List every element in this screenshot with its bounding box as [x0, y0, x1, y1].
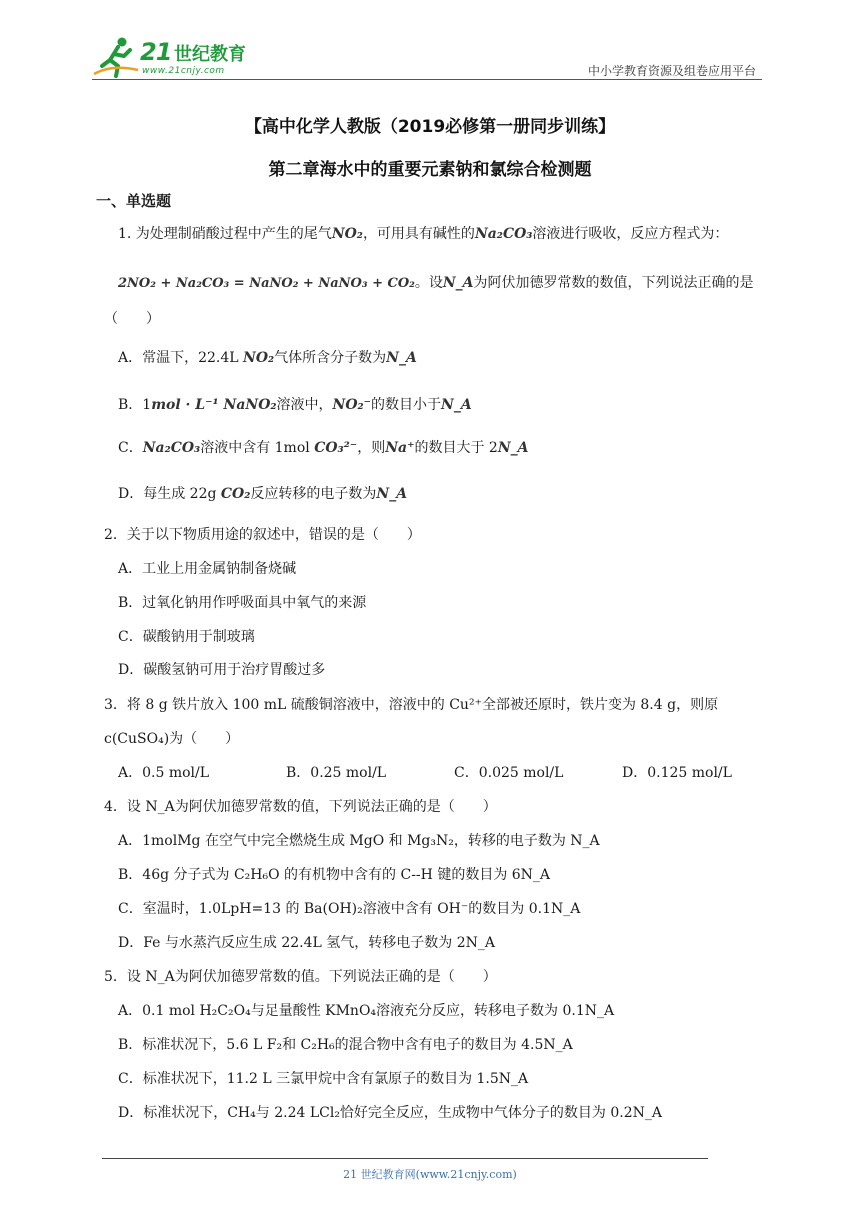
q4-stem: 4．设 N_A为阿伏加德罗常数的值，下列说法正确的是（ ） — [104, 799, 497, 815]
q1-answer-paren: （ ） — [104, 311, 160, 327]
q1-c-formula1: Na₂CO₃ — [142, 440, 201, 456]
q1-d-text1: D．每生成 22g — [118, 486, 221, 502]
q2-option-c[interactable]: C．碳酸钠用于制玻璃 — [118, 629, 255, 645]
q1-d-text2: 反应转移的电子数为 — [250, 486, 377, 502]
q1-text-c: 溶液进行吸收，反应方程式为： — [532, 226, 729, 242]
q1-text-b: ，可用具有碱性的 — [362, 226, 475, 242]
q3-option-b[interactable]: B．0.25 mol/L — [286, 765, 387, 781]
section-heading: 一、单选题 — [96, 192, 172, 210]
site-logo[interactable] — [92, 36, 272, 80]
q1-option-c[interactable] — [118, 437, 529, 457]
q1-a-formula1: NO₂ — [243, 350, 275, 366]
q1-b-formula2: NO₂⁻ — [332, 397, 372, 413]
q1-option-b[interactable] — [118, 394, 472, 414]
q4-option-d[interactable]: D．Fe 与水蒸汽反应生成 22.4L 氢气，转移电子数为 2N_A — [118, 935, 495, 951]
q1-equation: 2NO₂ + Na₂CO₃ = NaNO₂ + NaNO₃ + CO₂ — [118, 276, 415, 291]
q4-option-b[interactable]: B．46g 分子式为 C₂H₆O 的有机物中含有的 C--H 键的数目为 6N_A — [118, 867, 551, 883]
q1-option-a[interactable] — [118, 347, 417, 367]
q1-stem-line2 — [118, 272, 754, 292]
q1-b-text2: 溶液中， — [276, 397, 333, 413]
q2-option-b[interactable]: B．过氧化钠用作呼吸面具中氧气的来源 — [118, 595, 367, 611]
logo-number: 21 — [140, 38, 172, 66]
q5-option-c[interactable]: C．标准状况下，11.2 L 三氯甲烷中含有氯原子的数目为 1.5N_A — [118, 1071, 529, 1087]
q1-text-a: 1. 为处理制硝酸过程中产生的尾气 — [118, 226, 332, 242]
q4-option-a[interactable]: A．1molMg 在空气中完全燃烧生成 MgO 和 Mg₃N₂，转移的电子数为 N_A — [118, 833, 600, 849]
q1-stem-line1 — [118, 223, 728, 243]
q1-formula-na2co3: Na₂CO₃ — [474, 226, 533, 242]
footer-site-link[interactable]: 21 世纪教育网(www.21cnjy.com) — [343, 1168, 517, 1181]
q1-c-formula2: CO₃²⁻ — [314, 440, 358, 456]
q3-option-d[interactable]: D．0.125 mol/L — [622, 765, 732, 781]
logo-url: www.21cnjy.com — [142, 66, 225, 76]
q3-stem-line2: c(CuSO₄)为（ ） — [104, 731, 240, 747]
q3-stem-line1: 3．将 8 g 铁片放入 100 mL 硫酸铜溶液中，溶液中的 Cu²⁺全部被还原时，铁片变为 8.4 g，则原 — [104, 697, 719, 713]
q1-a-text1: A．常温下，22.4L — [118, 350, 244, 366]
q1-option-d[interactable] — [118, 483, 407, 503]
header-platform-text: 中小学教育资源及组卷应用平台 — [587, 64, 756, 78]
q1-c-text2: 溶液中含有 1mol — [200, 440, 315, 456]
q5-option-a[interactable]: A．0.1 mol H₂C₂O₄与足量酸性 KMnO₄溶液充分反应，转移电子数为 0.1N_A — [118, 1003, 615, 1019]
q1-c-text1: C． — [118, 440, 143, 456]
q1-b-text1: B．1 — [118, 397, 152, 413]
q2-option-a[interactable]: A．工业上用金属钠制备烧碱 — [118, 561, 297, 577]
q1-text-e: 为阿伏加德罗常数的数值，下列说法正确的是 — [473, 275, 754, 291]
q5-option-b[interactable]: B．标准状况下，5.6 L F₂和 C₂H₆的混合物中含有电子的数目为 4.5N_A — [118, 1037, 573, 1053]
q1-a-formula2: N_A — [386, 350, 417, 366]
q1-formula-na: N_A — [442, 275, 474, 291]
q1-c-text3: ，则 — [357, 440, 386, 456]
q1-c-formula4: N_A — [497, 440, 529, 456]
q5-option-d[interactable]: D．标准状况下，CH₄与 2.24 LCl₂恰好完全反应，生成物中气体分子的数目为 0.2N_A — [118, 1105, 663, 1121]
doc-title-line1: 【高中化学人教版（2019必修第一册同步训练】 — [244, 117, 616, 137]
footer-divider — [102, 1158, 708, 1159]
logo-text: 世纪教育 — [174, 44, 246, 65]
q2-option-d[interactable]: D．碳酸氢钠可用于治疗胃酸过多 — [118, 662, 326, 678]
q1-b-text3: 的数目小于 — [371, 397, 442, 413]
q1-d-formula2: N_A — [376, 486, 408, 502]
q4-option-c[interactable]: C．室温时，1.0LpH=13 的 Ba(OH)₂溶液中含有 OH⁻的数目为 0.1N_A — [118, 901, 581, 917]
header-divider — [92, 79, 762, 80]
runner-logo-icon — [92, 36, 140, 78]
q1-c-text4: 的数目大于 2 — [414, 440, 498, 456]
q2-stem: 2．关于以下物质用途的叙述中，错误的是（ ） — [104, 527, 421, 543]
doc-title-line2: 第二章海水中的重要元素钠和氯综合检测题 — [268, 160, 592, 180]
q3-option-a[interactable]: A．0.5 mol/L — [118, 765, 210, 781]
q1-text-d: 。设 — [414, 275, 443, 291]
q1-b-formula1: mol · L⁻¹ NaNO₂ — [151, 397, 277, 413]
q1-a-text2: 气体所含分子数为 — [274, 350, 387, 366]
q1-d-formula1: CO₂ — [220, 486, 251, 502]
q1-b-formula3: N_A — [441, 397, 472, 413]
q5-stem: 5．设 N_A为阿伏加德罗常数的值。下列说法正确的是（ ） — [104, 969, 497, 985]
q1-c-formula3: Na⁺ — [385, 440, 415, 456]
q3-option-c[interactable]: C．0.025 mol/L — [454, 765, 564, 781]
q1-formula-no2: NO₂ — [331, 226, 363, 242]
